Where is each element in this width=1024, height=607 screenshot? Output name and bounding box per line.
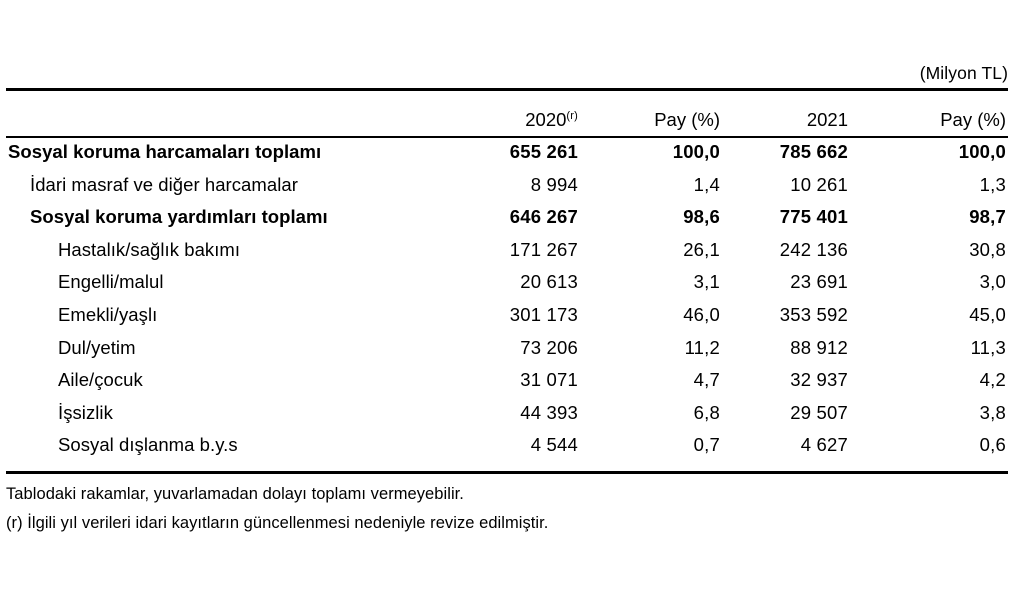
cell-share-2020: 46,0	[683, 303, 720, 325]
table-row	[0, 136, 1008, 169]
cell-share-2021: 45,0	[969, 303, 1006, 325]
cell-value-2021: 88 912	[790, 336, 848, 358]
table-row	[0, 299, 1008, 332]
table-row	[0, 266, 1008, 299]
cell-value-2021: 29 507	[790, 401, 848, 423]
row-label: Hastalık/sağlık bakımı	[58, 238, 241, 260]
cell-value-2021: 32 937	[790, 369, 848, 391]
cell-value-2020: 20 613	[520, 271, 578, 293]
cell-share-2020: 100,0	[672, 141, 720, 162]
cell-share-2021: 3,8	[979, 401, 1006, 423]
table-body	[0, 136, 1008, 462]
cell-value-2020: 171 267	[509, 238, 578, 260]
footnote-rounding: Tablodaki rakamlar, yuvarlamadan dolayı toplamı vermeyebilir.	[6, 485, 464, 503]
cell-value-2020: 655 261	[509, 141, 578, 162]
table-header-row	[0, 104, 1008, 136]
table-row	[0, 169, 1008, 202]
cell-share-2021: 100,0	[958, 141, 1006, 162]
cell-value-2021: 242 136	[779, 238, 848, 260]
social-protection-expenditure-table	[0, 104, 1008, 462]
cell-share-2021: 4,2	[979, 369, 1006, 391]
cell-share-2021: 0,6	[979, 434, 1006, 456]
cell-share-2021: 1,3	[979, 173, 1006, 195]
cell-share-2020: 0,7	[693, 434, 720, 456]
cell-share-2021: 11,3	[970, 336, 1006, 358]
row-label: Emekli/yaşlı	[58, 303, 158, 325]
cell-value-2021: 775 401	[779, 206, 848, 228]
cell-share-2021: 98,7	[969, 206, 1006, 228]
footnote-revision: (r) İlgili yıl verileri idari kayıtların güncellenmesi nedeniyle revize edilmiştir.	[6, 514, 549, 532]
cell-value-2021: 10 261	[790, 173, 848, 195]
table-row	[0, 201, 1008, 234]
row-label: İşsizlik	[58, 401, 113, 423]
cell-share-2021: 3,0	[979, 271, 1006, 293]
revision-superscript: (r)	[566, 109, 578, 122]
row-label: Sosyal dışlanma b.y.s	[58, 434, 238, 456]
cell-value-2020: 44 393	[520, 401, 578, 423]
cell-value-2020: 646 267	[509, 206, 578, 228]
cell-share-2020: 98,6	[683, 206, 720, 228]
row-label: Engelli/malul	[58, 271, 164, 293]
cell-value-2021: 785 662	[779, 141, 848, 162]
row-label: Dul/yetim	[58, 336, 136, 358]
cell-share-2020: 3,1	[693, 271, 720, 293]
cell-value-2020: 31 071	[520, 369, 578, 391]
cell-share-2020: 6,8	[693, 401, 720, 423]
cell-value-2020: 73 206	[520, 336, 578, 358]
table-row	[0, 364, 1008, 397]
cell-value-2020: 301 173	[509, 303, 578, 325]
cell-share-2020: 4,7	[693, 369, 720, 391]
column-header-label	[0, 104, 480, 136]
cell-value-2020: 4 544	[530, 434, 578, 456]
cell-value-2020: 8 994	[530, 173, 578, 195]
row-label: Sosyal koruma harcamaları toplamı	[8, 141, 322, 162]
footnotes	[6, 480, 1006, 538]
column-header-year-2021: 2021	[806, 109, 848, 130]
row-label: Aile/çocuk	[58, 369, 143, 391]
table-bottom-rule	[6, 471, 1008, 474]
column-header-share-2021: Pay (%)	[940, 109, 1006, 130]
column-header-share-2020: Pay (%)	[654, 109, 720, 130]
cell-share-2020: 26,1	[683, 238, 720, 260]
row-label: İdari masraf ve diğer harcamalar	[30, 173, 298, 195]
table-row	[0, 234, 1008, 267]
table-row	[0, 429, 1008, 462]
table-top-rule	[6, 88, 1008, 91]
column-header-year-2020-text: 2020	[525, 109, 567, 130]
unit-caption: (Milyon TL)	[919, 63, 1008, 83]
cell-share-2021: 30,8	[969, 238, 1006, 260]
table-row	[0, 332, 1008, 365]
cell-value-2021: 23 691	[790, 271, 848, 293]
cell-share-2020: 1,4	[693, 173, 720, 195]
cell-value-2021: 4 627	[800, 434, 848, 456]
table-row	[0, 397, 1008, 430]
cell-value-2021: 353 592	[779, 303, 848, 325]
row-label: Sosyal koruma yardımları toplamı	[30, 206, 328, 228]
column-header-year-2020	[480, 104, 592, 136]
cell-share-2020: 11,2	[684, 336, 720, 358]
